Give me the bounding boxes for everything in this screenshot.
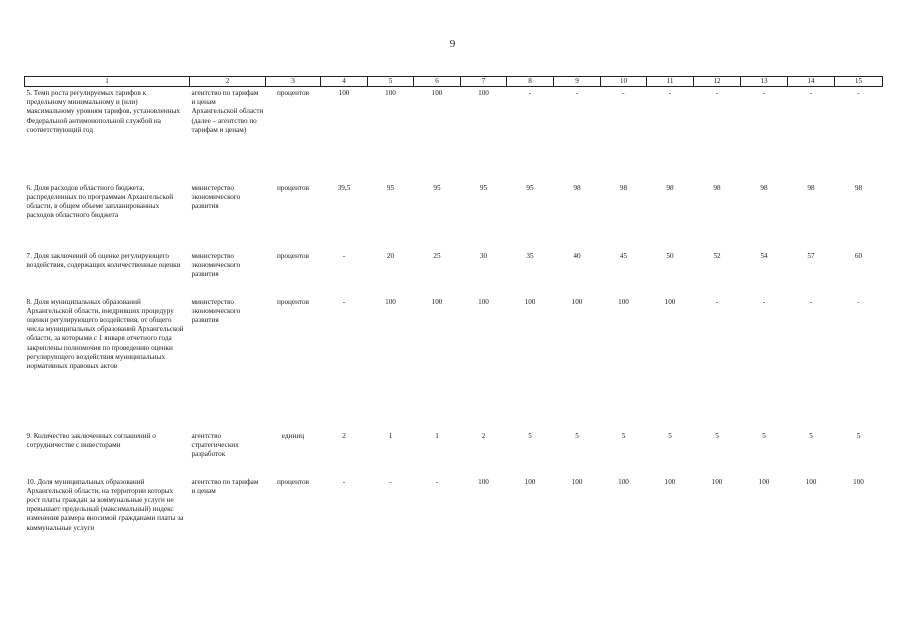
value-cell: 39,5 — [337, 183, 351, 192]
indicator-cell: 9. Количество заключенных соглашений о сотрудничестве с инвесторами — [26, 431, 156, 449]
value-cell: - — [715, 297, 719, 306]
value-cell: - — [762, 89, 766, 97]
value-cell: 98 — [854, 183, 863, 192]
value-cell: 100 — [758, 477, 770, 486]
page-number: 9 — [449, 38, 456, 50]
value-cell: 100 — [664, 297, 676, 306]
indicators-table — [24, 76, 883, 572]
table-body — [25, 87, 883, 572]
value-cell: 95 — [386, 183, 395, 192]
column-number-7: 7 — [461, 77, 507, 87]
value-cell: - — [342, 297, 346, 306]
value-cell: 40 — [573, 251, 581, 260]
value-cell: 5 — [575, 431, 579, 440]
value-cell: - — [857, 297, 860, 306]
responsible-cell: министерство экономического развития — [191, 183, 241, 210]
value-cell: - — [342, 477, 346, 486]
column-number-2: 2 — [190, 77, 266, 87]
value-cell: 50 — [666, 251, 674, 260]
value-cell: 5 — [668, 431, 672, 440]
column-number-8: 8 — [507, 77, 554, 87]
value-cell: 100 — [524, 297, 536, 306]
column-number-3: 3 — [266, 77, 321, 87]
value-cell: 95 — [433, 183, 441, 192]
table-row — [25, 87, 883, 182]
value-cell: 100 — [385, 297, 396, 306]
indicator-cell: 8. Доля муниципальных образований Архангельской области, внедривших процедуру оценки регулирующего воздействия, от общего числа муниципальных образований Архангельской области, за которыми с 1 января отчетного года закреплены полномочия по проведению оценки регулирующего воздействия муниципальных нормативных правовых актов — [26, 297, 184, 371]
table-row — [25, 430, 883, 476]
value-cell: - — [762, 297, 766, 306]
value-cell: 100 — [431, 297, 443, 306]
column-number-13: 13 — [741, 77, 788, 87]
value-cell: - — [342, 251, 346, 260]
value-cell: 2 — [481, 431, 486, 440]
table-row — [25, 182, 883, 250]
value-cell: 100 — [805, 477, 817, 486]
value-cell: 98 — [666, 183, 674, 192]
value-cell: 1 — [388, 431, 393, 440]
value-cell: 100 — [431, 89, 443, 97]
value-cell: - — [389, 477, 392, 486]
value-cell: 35 — [526, 251, 534, 260]
column-number-5: 5 — [368, 77, 414, 87]
unit-cell: процентов — [277, 251, 309, 260]
indicator-cell: 7. Доля заключений об оценке регулирующего воздействия, содержащих количественные оценки — [26, 251, 181, 269]
indicator-cell: 6. Доля расходов областного бюджета, распределенных по программам Архангельской области, в общем объеме запланированных расходов областного бюджета — [26, 183, 174, 220]
indicator-cell: 5. Темп роста регулируемых тарифов к предельному минимальному и (или) максимальному уровням тарифов, установленных Федеральной антимонопольной службой на соответствующий год — [26, 89, 181, 134]
value-cell: 100 — [524, 477, 536, 486]
value-cell: - — [857, 89, 860, 97]
responsible-cell: министерство экономического развития — [191, 297, 241, 324]
value-cell: 95 — [479, 183, 488, 192]
value-cell: - — [668, 89, 672, 97]
value-cell: - — [622, 89, 625, 97]
unit-cell: процентов — [277, 183, 309, 192]
value-cell: 100 — [571, 477, 583, 486]
indicator-cell: 10. Доля муниципальных образований Архангельской области, на территории которых рост платы граждан за коммунальные услуги не превышает предельный (максимальный) индекс изменения размера вносимой гражданами платы за коммунальные услуги — [26, 477, 184, 532]
responsible-cell: министерство экономического развития — [191, 251, 241, 278]
table-row — [25, 476, 883, 572]
value-cell: - — [715, 89, 719, 97]
unit-cell: процентов — [277, 89, 309, 97]
value-cell: 52 — [713, 251, 721, 260]
value-cell: 98 — [573, 183, 581, 192]
column-number-10: 10 — [601, 77, 647, 87]
value-cell: - — [809, 89, 813, 97]
value-cell: - — [575, 89, 579, 97]
value-cell: 5 — [621, 431, 626, 440]
unit-cell: единиц — [281, 431, 305, 440]
column-number-1: 1 — [25, 77, 190, 87]
value-cell: 100 — [664, 477, 676, 486]
value-cell: 100 — [571, 297, 583, 306]
value-cell: 54 — [760, 251, 768, 260]
table-row — [25, 296, 883, 430]
value-cell: 20 — [386, 251, 395, 260]
value-cell: 60 — [854, 251, 863, 260]
responsible-cell: агентство по тарифам и ценам — [191, 477, 259, 495]
table-row — [25, 250, 883, 296]
unit-cell: процентов — [277, 297, 309, 306]
column-number-4: 4 — [321, 77, 368, 87]
value-cell: 100 — [618, 477, 629, 486]
value-cell: 5 — [715, 431, 719, 440]
column-number-6: 6 — [414, 77, 461, 87]
responsible-cell: агентство по тарифам и ценам Архангельской области (далее – агентство по тарифам и ценам) — [191, 89, 264, 134]
value-cell: 100 — [338, 89, 350, 97]
value-cell: 57 — [807, 251, 815, 260]
value-cell: 100 — [385, 89, 396, 97]
value-cell: 98 — [713, 183, 721, 192]
column-number-12: 12 — [694, 77, 741, 87]
value-cell: 95 — [526, 183, 534, 192]
column-number-9: 9 — [554, 77, 601, 87]
value-cell: 98 — [807, 183, 815, 192]
value-cell: - — [528, 89, 532, 97]
value-cell: 100 — [478, 89, 489, 97]
value-cell: 45 — [619, 251, 628, 260]
value-cell: 100 — [478, 477, 489, 486]
value-cell: 30 — [479, 251, 488, 260]
value-cell: 25 — [433, 251, 441, 260]
unit-cell: процентов — [277, 477, 309, 486]
value-cell: 1 — [435, 431, 439, 440]
column-number-15: 15 — [835, 77, 883, 87]
value-cell: 100 — [853, 477, 864, 486]
value-cell: 100 — [711, 477, 723, 486]
value-cell: - — [809, 297, 813, 306]
value-cell: 100 — [618, 297, 629, 306]
column-number-14: 14 — [788, 77, 835, 87]
value-cell: 5 — [809, 431, 813, 440]
value-cell: 98 — [619, 183, 628, 192]
value-cell: 2 — [342, 431, 346, 440]
value-cell: 100 — [478, 297, 489, 306]
responsible-cell: агентство стратегических разработок — [191, 431, 239, 458]
column-number-11: 11 — [647, 77, 694, 87]
value-cell: 98 — [760, 183, 768, 192]
value-cell: 5 — [762, 431, 766, 440]
value-cell: 5 — [856, 431, 861, 440]
column-number-row — [25, 77, 883, 87]
value-cell: 5 — [528, 431, 532, 440]
value-cell: - — [435, 477, 439, 486]
